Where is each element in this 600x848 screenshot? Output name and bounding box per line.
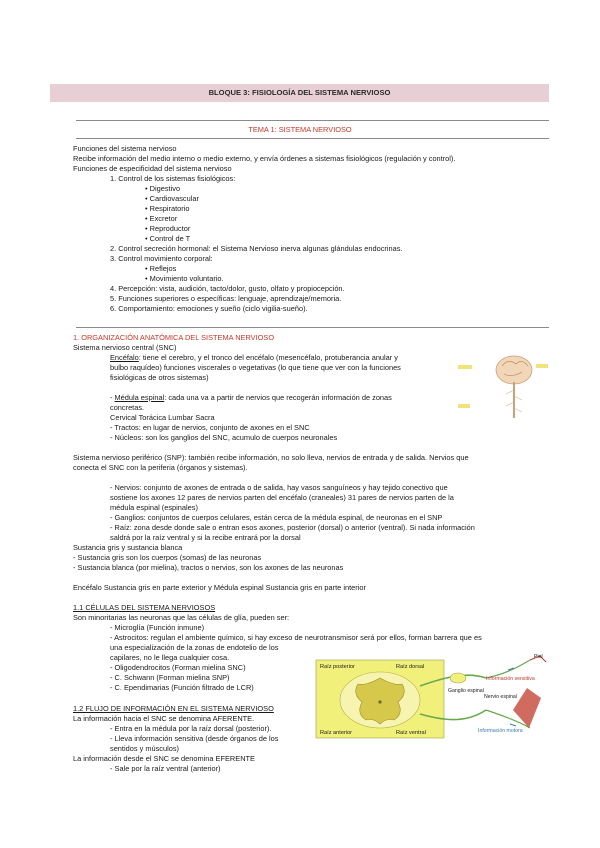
label-piel: Piel (534, 654, 543, 660)
list-item: • Digestivo (145, 184, 181, 193)
aferente-line: La información hacia el SNC se denomina AFERENTE. (73, 714, 255, 723)
raiz-line-2: saldrá por la raíz ventral y si la recibe entrará por la dorsal (110, 533, 301, 542)
funciones-item-3: 3. Control movimiento corporal: (110, 254, 213, 263)
divider (76, 138, 549, 139)
aferente-item-1: - Entra en la médula por la raíz dorsal (posterior). (110, 724, 272, 733)
oligodendrocitos-line: - Oligodendrocitos (Forman mielina SNC) (110, 663, 246, 672)
block-banner (50, 84, 549, 102)
sustancia-gris: - Sustancia gris son los cuerpos (somas) de las neuronas (73, 553, 262, 562)
medula-line-2: concretas. (110, 403, 145, 412)
aferente-item-2b: sentidos y músculos) (110, 744, 180, 753)
label-raiz-posterior: Raíz posterior (320, 664, 355, 670)
list-item: • Reproductor (145, 224, 191, 233)
divider (76, 327, 549, 328)
encefalo-line-3: fisiológicas de otros sistemas) (110, 373, 209, 382)
list-item: • Reflejos (145, 264, 177, 273)
section-1-title: 1. ORGANIZACIÓN ANATÓMICA DEL SISTEMA NERVIOSO (73, 333, 275, 342)
label-tag (536, 364, 548, 368)
schwann-line: - C. Schwann (Forman mielina SNP) (110, 673, 230, 682)
astrocitos-line-1: - Astrocitos: regulan el ambiente químico, si hay exceso de neurotransmisor será por ellos, forman barrera que es (110, 633, 482, 642)
list-item: • Excretor (145, 214, 178, 223)
nervios-line-3: médula espinal (espinales) (110, 503, 198, 512)
eferente-line: La información desde el SNC se denomina EFERENTE (73, 754, 255, 763)
encefalo-line-2: bulbo raquídeo) funciones viscerales o vegetativas (lo que tiene que ver con la funciones (110, 363, 401, 372)
list-item: • Movimiento voluntario. (145, 274, 224, 283)
nucleos-line: - Núcleos: son los ganglios del SNC, acumulo de cuerpos neuronales (110, 433, 338, 442)
funciones-heading-2: Funciones de especificidad del sistema nervioso (73, 164, 232, 173)
funciones-heading: Funciones del sistema nervioso (73, 144, 177, 153)
snp-line-2: conecta el SNC con la periferia (órganos y sistemas). (73, 463, 248, 472)
eferente-item-1: - Sale por la raíz ventral (anterior) (110, 764, 221, 773)
label-raiz-dorsal: Raíz dorsal (396, 664, 425, 670)
snc-heading: Sistema nervioso central (SNC) (73, 343, 177, 352)
section-1-1-title: 1.1 CÉLULAS DEL SISTEMA NERVIOSOS (73, 603, 216, 612)
microglia-line: - Microglía (Función inmune) (110, 623, 205, 632)
list-item: • Cardiovascular (145, 194, 199, 203)
divider (76, 120, 549, 121)
label-tag (458, 365, 472, 369)
label-nervio: Nervio espinal (484, 694, 517, 700)
celulas-intro: Son minoritarias las neuronas que las células de glía, pueden ser: (73, 613, 290, 622)
funciones-item-4: 4. Percepción: vista, audición, tacto/dolor, gusto, olfato y propiocepción. (110, 284, 345, 293)
encefalo-line-1: Encéfalo: tiene el cerebro, y el tronco del encéfalo (mesencéfalo, protuberancia anular y (110, 353, 398, 362)
astrocitos-line-2: una especialización de la zonas de endotelio de los (110, 643, 279, 652)
ganglion-shape (450, 673, 466, 683)
section-1-2-title: 1.2 FLUJO DE INFORMACIÓN EN EL SISTEMA NERVIOSO (73, 704, 274, 713)
list-item: • Respiratorio (145, 204, 190, 213)
nervios-line-2: sostiene los axones 12 pares de nervios parten del encéfalo (craneales) 31 pares de nervios parten de la (110, 493, 454, 502)
funciones-line: Recibe información del medio interno o medio externo, y envía órdenes a sistemas fisiológicos (regulación y control). (73, 154, 456, 163)
brain-shape (496, 356, 532, 384)
brain-spine-figure (452, 350, 550, 420)
aferente-item-2a: - Lleva información sensitiva (desde órganos de los (110, 734, 279, 743)
snp-line-1: Sistema nervioso periférico (SNP): también recibe información, no solo lleva, nervios de entrada y de salida. Nervios que (73, 453, 469, 462)
medula-regions: Cervical Torácica Lumbar Sacra (110, 413, 215, 422)
funciones-item-1: 1. Control de los sistemas fisiológicos: (110, 174, 236, 183)
encefalo-sustancia-line: Encéfalo Sustancia gris en parte exterior y Médula espinal Sustancia gris en parte interior (73, 583, 366, 592)
raiz-line-1: - Raíz: zona desde donde sale o entran esos axones, posterior (dorsal) o anterior (ventral). Si nada información (110, 523, 475, 532)
astrocitos-line-3: capilares, no le llega cualquier cosa. (110, 653, 230, 662)
label-info-motora: Información motora (478, 728, 523, 734)
ganglios-line: - Ganglios: conjuntos de cuerpos celulares, están cerca de la médula espinal, de neuronas en el SNP (110, 513, 443, 522)
medula-line-1: - Médula espinal: cada una va a partir de nervios que recogerán información de zonas (110, 393, 392, 402)
banner-title: BLOQUE 3: FISIOLOGÍA DEL SISTEMA NERVIOSO (208, 88, 391, 97)
ependimarias-line: - C. Ependimarias (Función filtrado de LCR) (110, 683, 254, 692)
list-item: • Control de T (145, 234, 191, 243)
label-raiz-ventral: Raíz ventral (396, 730, 426, 736)
tema-title: TEMA 1: SISTEMA NERVIOSO (248, 125, 352, 134)
sustancia-blanca: - Sustancia blanca (por mielina), tractos o nervios, son los axones de las neuronas (73, 563, 344, 572)
funciones-item-6: 6. Comportamiento: emociones y sueño (ciclo vigilia-sueño). (110, 304, 308, 313)
nervios-line-1: - Nervios: conjunto de axones de entrada o de salida, hay vasos sanguíneos y hay tejido conectivo que (110, 483, 448, 492)
sustancia-heading: Sustancia gris y sustancia blanca (73, 543, 183, 552)
label-raiz-anterior: Raíz anterior (320, 730, 353, 736)
tractos-line: - Tractos: en lugar de nervios, conjunto de axones en el SNC (110, 423, 310, 432)
funciones-item-5: 5. Funciones superiores o específicas: lenguaje, aprendizaje/memoria. (110, 294, 342, 303)
spinal-cord-figure (308, 650, 550, 742)
label-tag (458, 404, 470, 408)
label-ganglio: Ganglio espinal (448, 688, 484, 694)
label-info-sensitiva: Información sensitiva (486, 676, 535, 682)
funciones-item-2: 2. Control secreción hormonal: el Sistema Nervioso inerva algunas glándulas endocrinas. (110, 244, 403, 253)
